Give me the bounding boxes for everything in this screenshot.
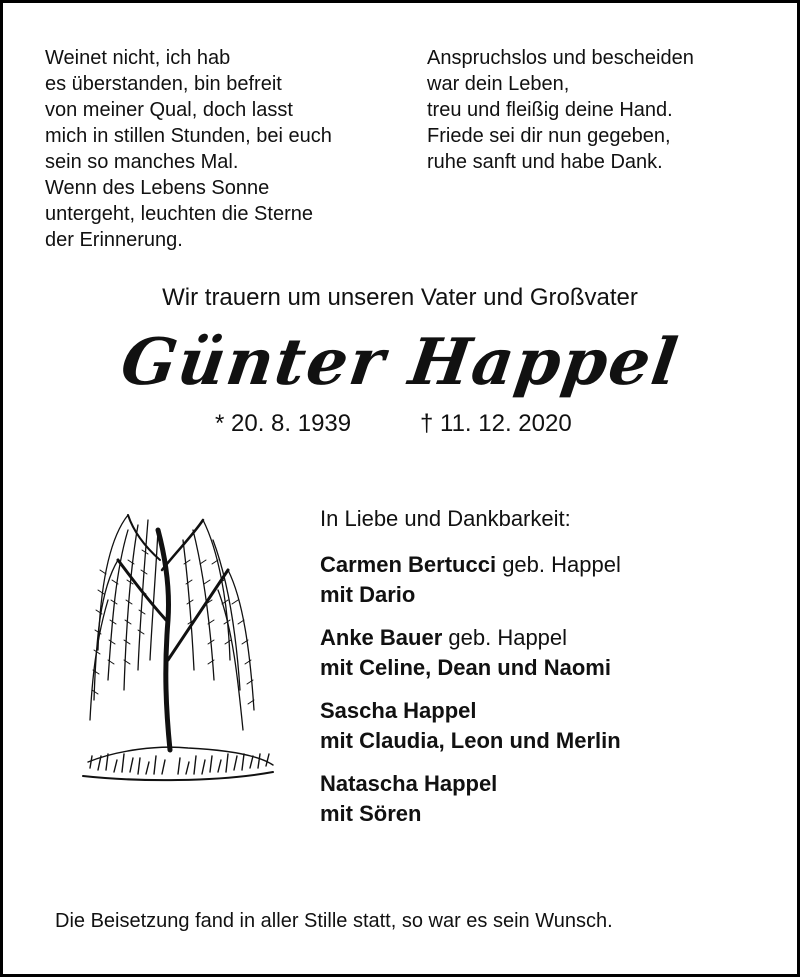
member-name: Anke Bauer (320, 625, 443, 650)
deceased-name: Günter Happel (116, 325, 684, 400)
weeping-willow-icon (78, 500, 278, 820)
birth-date: * 20. 8. 1939 (215, 410, 352, 437)
member-name: Carmen Bertucci (320, 552, 497, 577)
member-companions: mit Celine, Dean und Naomi (320, 655, 611, 680)
member-maiden-name: geb. Happel (442, 625, 568, 650)
poem-left: Weinet nicht, ich hab es überstanden, bin befreit von meiner Qual, doch lasst mich in stillen Stunden, bei euch sein so manches Mal. Wenn des Lebens Sonne untergeht, leuchten die Sterne der Erinnerung. (45, 47, 332, 251)
family-member (320, 550, 780, 610)
member-name-line (320, 696, 780, 726)
family-member (320, 769, 780, 829)
burial-note: Die Beisetzung fand in aller Stille statt, so war es sein Wunsch. (55, 910, 613, 932)
family-intro: In Liebe und Dankbarkeit: (320, 506, 571, 531)
family-member (320, 696, 780, 756)
member-companions: mit Claudia, Leon und Merlin (320, 728, 621, 753)
family-member (320, 623, 780, 683)
member-companions: mit Sören (320, 801, 422, 826)
member-maiden-name: geb. Happel (496, 552, 621, 577)
member-name-line (320, 769, 780, 799)
mourning-intro: Wir trauern um unseren Vater und Großvater (162, 284, 638, 311)
member-name: Sascha Happel (320, 698, 477, 723)
death-date: † 11. 12. 2020 (420, 410, 572, 437)
member-name-line (320, 623, 780, 653)
member-companions: mit Dario (320, 582, 416, 607)
member-name: Natascha Happel (320, 771, 498, 796)
poem-right: Anspruchslos und bescheiden war dein Leben, treu und fleißig deine Hand. Friede sei dir nun gegeben, ruhe sanft und habe Dank. (427, 47, 694, 173)
family-list (320, 505, 780, 842)
member-name-line (320, 550, 780, 580)
